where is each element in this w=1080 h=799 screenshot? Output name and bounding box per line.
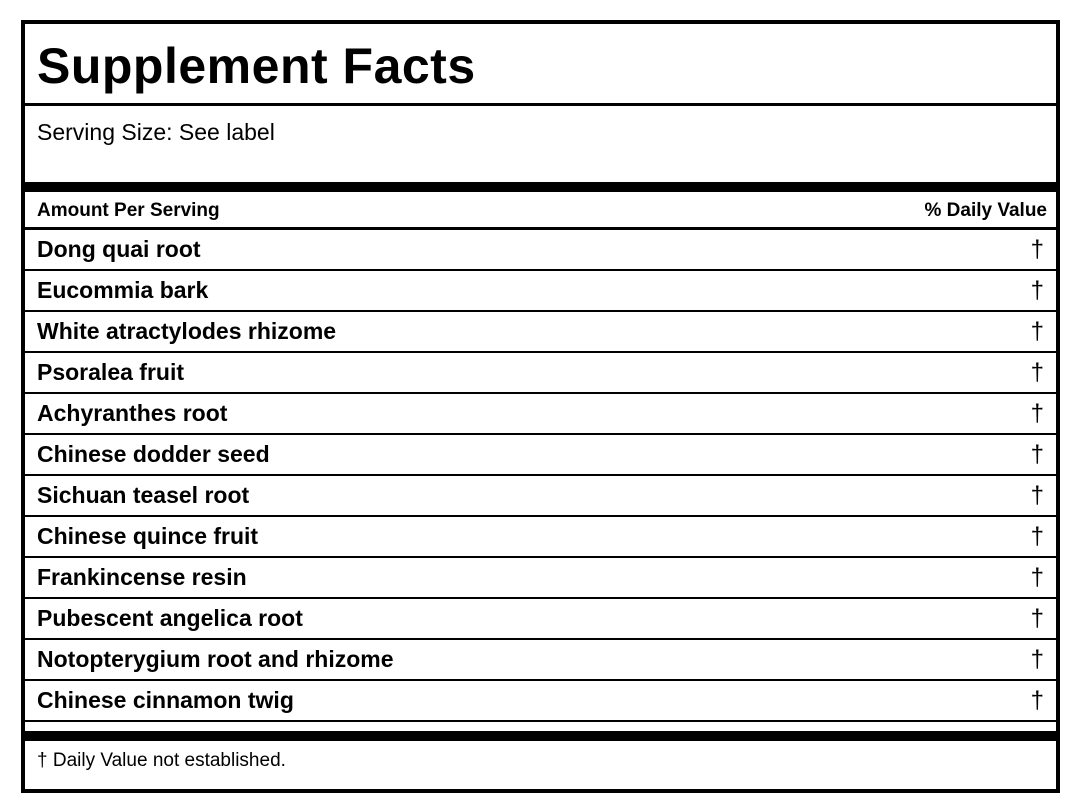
ingredient-name: White atractylodes rhizome (37, 318, 337, 344)
ingredient-daily-value: † (1030, 236, 1044, 263)
ingredient-row (25, 558, 1056, 599)
footnote-section (25, 741, 1056, 780)
ingredient-name: Chinese quince fruit (37, 523, 259, 549)
ingredient-daily-value: † (1030, 646, 1044, 673)
ingredient-name: Eucommia bark (37, 277, 209, 303)
ingredient-daily-value: † (1030, 277, 1044, 304)
ingredient-daily-value: † (1030, 523, 1044, 550)
ingredient-row (25, 312, 1056, 353)
ingredient-row (25, 353, 1056, 394)
ingredient-name: Pubescent angelica root (37, 605, 303, 631)
ingredient-daily-value: † (1030, 359, 1044, 386)
ingredient-name: Chinese cinnamon twig (37, 687, 294, 713)
ingredient-daily-value: † (1030, 564, 1044, 591)
ingredient-daily-value: † (1030, 482, 1044, 509)
ingredient-daily-value: † (1030, 400, 1044, 427)
thick-divider-bottom (25, 731, 1056, 741)
ingredient-row (25, 517, 1056, 558)
ingredient-row (25, 394, 1056, 435)
ingredient-row (25, 435, 1056, 476)
ingredient-row (25, 230, 1056, 271)
serving-section (25, 106, 1056, 182)
ingredient-name: Achyranthes root (37, 400, 228, 426)
amount-per-serving-header: Amount Per Serving (37, 200, 220, 221)
title-section (25, 24, 1056, 106)
ingredient-row (25, 271, 1056, 312)
ingredient-name: Dong quai root (37, 236, 201, 262)
daily-value-header: % Daily Value (924, 200, 1047, 221)
ingredient-row (25, 640, 1056, 681)
label-title: Supplement Facts (37, 38, 476, 94)
ingredient-name: Chinese dodder seed (37, 441, 270, 467)
ingredient-name: Notopterygium root and rhizome (37, 646, 394, 672)
ingredient-name: Frankincense resin (37, 564, 247, 590)
ingredient-name: Sichuan teasel root (37, 482, 250, 508)
bottom-spacer (25, 722, 1056, 731)
ingredient-daily-value: † (1030, 687, 1044, 714)
column-header (25, 192, 1056, 230)
thick-divider (25, 182, 1056, 192)
ingredient-name: Psoralea fruit (37, 359, 184, 385)
ingredient-daily-value: † (1030, 441, 1044, 468)
ingredient-row (25, 599, 1056, 640)
serving-size: Serving Size: See label (37, 119, 275, 145)
supplement-facts-label (21, 20, 1060, 793)
ingredient-row (25, 476, 1056, 517)
ingredient-daily-value: † (1030, 318, 1044, 345)
footnote: † Daily Value not established. (37, 750, 286, 771)
ingredient-daily-value: † (1030, 605, 1044, 632)
ingredient-row (25, 681, 1056, 722)
